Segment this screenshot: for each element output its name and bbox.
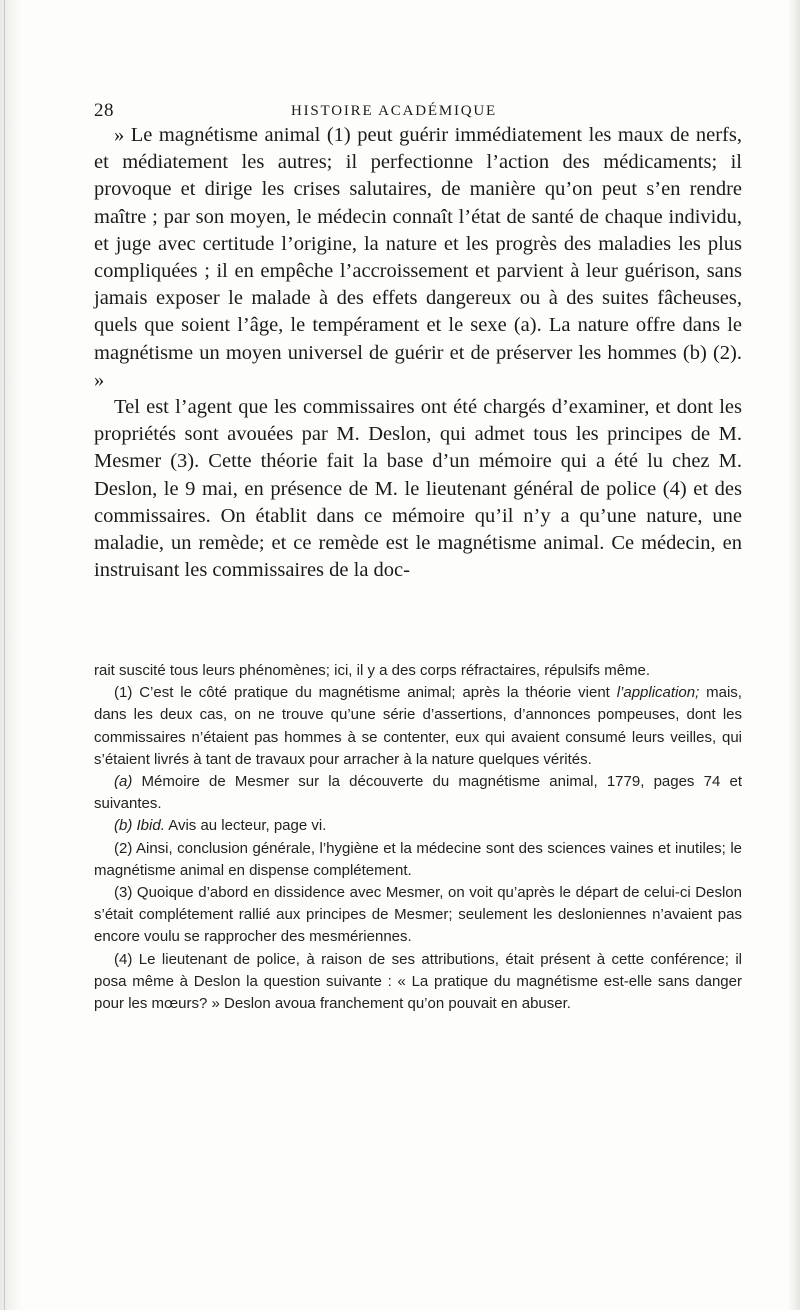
footnote-2: (2) Ainsi, conclusion générale, l’hygiène et la médecine sont des sciences vaines et inutiles; le magnétisme animal en dispense complétement. [94, 839, 742, 879]
footnote-1-italic: l’application; [616, 684, 700, 702]
footnote-a-text: Mémoire de Mesmer sur la découverte du magnétisme animal, 1779, pages 74 et suivantes. [94, 773, 742, 813]
footnote-b-text: Avis au lecteur, page vi. [164, 817, 327, 835]
footnote-b [94, 815, 742, 837]
binding-line [4, 0, 5, 1310]
footnote-b-marker: (b) [114, 817, 133, 835]
footnote-1-lead: (1) C’est le côté pratique du magnétisme animal; après la théorie vient [114, 684, 617, 702]
page-edge-shadow [788, 0, 800, 1310]
footnotes [94, 660, 742, 1015]
running-head: HISTOIRE ACADÉMIQUE [290, 103, 497, 119]
body-paragraph-1: » Le magnétisme animal (1) peut guérir immédiatement les maux de nerfs, et médiatement les autres; il perfectionne l’action des médicaments; il provoque et dirige les crises salutaires, de manière qu’on peut s’en rendre maître ; par son moyen, le médecin connaît l’état de santé de chaque individu, et juge avec certitude l’origine, la nature et les progrès des maladies les plus compliquées ; il en empêche l’accroissement et parvient à leur guérison, sans jamais exposer le malade à des effets dangereux ou à des suites fâcheuses, quels que soient l’âge, le tempérament et le sexe (a). La nature offre dans le magnétisme un moyen universel de guérir et de préserver les hommes (b) (2). » [94, 124, 742, 391]
footnote-continuation: rait suscité tous leurs phénomènes; ici, il y a des corps réfractaires, répulsifs même. [94, 662, 651, 679]
footnote-a [94, 771, 742, 815]
footnote-a-marker: (a) [114, 773, 133, 791]
footnote-b-italic: Ibid. [136, 817, 165, 835]
body-paragraph-2: Tel est l’agent que les commissaires ont été chargés d’examiner, et dont les propriétés sont avouées par M. Deslon, qui admet tous les principes de M. Mesmer (3). Cette théorie fait la base d’un mémoire qui a été lu chez M. Deslon, le 9 mai, en présence de M. le lieutenant général de police (4) et des commissaires. On établit dans ce mémoire qu’il n’y a qu’une nature, une maladie, un remède; et ce remède est le magnétisme animal. Ce médecin, en instruisant les commissaires de la doc- [94, 396, 742, 582]
footnote-3: (3) Quoique d’abord en dissidence avec Mesmer, on voit qu’après le départ de celui-ci Deslon s’était complétement rallié aux principes de Mesmer; seulement les desloniennes n’avaient pas encore voulu se rapprocher des mesmériennes. [94, 884, 742, 946]
footnote-1-rest: mais, dans les deux cas, on ne trouve qu’une série d’assertions, d’annonces pompeuses, dont les commissaires n’étaient pas hommes à se contenter, eux qui avaient consumé leurs veilles, qui s’étaient livrés à tant de travaux pour arracher à la nature quelques vérités. [94, 684, 742, 768]
main-text [94, 122, 742, 584]
footnote-1 [94, 682, 742, 771]
page-number: 28 [94, 100, 114, 121]
footnote-4: (4) Le lieutenant de police, à raison de ses attributions, était présent à cette conférence; il posa même à Deslon la question suivante : « La pratique du magnétisme est-elle sans danger pour les mœurs? » Deslon avoua franchement qu’on pouvait en abuser. [94, 950, 742, 1013]
